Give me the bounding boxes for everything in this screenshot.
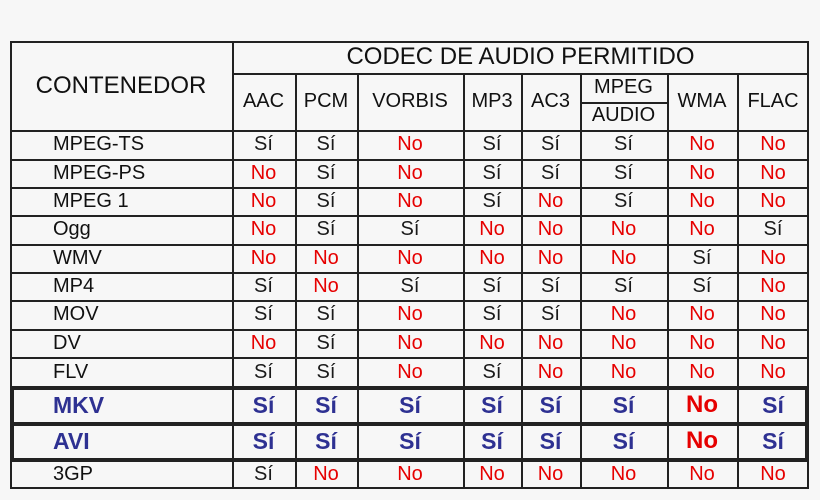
- support-cell: No: [250, 218, 277, 240]
- support-cell: No: [610, 360, 637, 383]
- support-cell: Sí: [316, 161, 336, 184]
- support-cell: Sí: [541, 303, 560, 325]
- support-cell: No: [397, 331, 423, 354]
- support-cell: Sí: [316, 360, 336, 383]
- support-cell: No: [250, 161, 277, 184]
- support-cell: Sí: [316, 218, 336, 240]
- column-divider: [521, 73, 523, 489]
- support-cell: No: [689, 218, 715, 240]
- support-cell: No: [760, 360, 786, 383]
- support-cell: No: [610, 218, 637, 240]
- support-cell: Sí: [315, 391, 337, 418]
- column-divider: [737, 73, 739, 489]
- support-cell: Sí: [254, 303, 273, 325]
- support-cell: No: [610, 462, 637, 485]
- container-name: FLV: [53, 360, 89, 383]
- support-cell: No: [537, 331, 564, 354]
- support-cell: Sí: [316, 303, 336, 325]
- support-cell: Sí: [254, 274, 273, 297]
- codec-compatibility-table: [10, 41, 809, 489]
- support-cell: Sí: [612, 391, 635, 418]
- column-divider: [232, 41, 234, 489]
- support-cell: Sí: [482, 189, 502, 212]
- support-cell: No: [250, 189, 277, 212]
- codec-header-mp3: MP3: [471, 90, 513, 112]
- support-cell: No: [397, 360, 423, 383]
- container-name: MOV: [53, 303, 99, 325]
- support-cell: Sí: [400, 218, 420, 240]
- support-cell: Sí: [541, 133, 560, 155]
- support-cell: Sí: [481, 391, 503, 418]
- support-cell: No: [397, 303, 423, 325]
- support-cell: No: [479, 218, 505, 240]
- corner-header: CONTENEDOR: [35, 71, 207, 99]
- support-cell: Sí: [539, 427, 562, 454]
- support-cell: Sí: [541, 274, 560, 297]
- support-cell: Sí: [762, 427, 784, 454]
- container-name: MPEG-TS: [53, 133, 145, 155]
- mpeg-audio-divider: [580, 102, 667, 104]
- support-cell: No: [397, 462, 423, 485]
- support-cell: Sí: [254, 133, 273, 155]
- support-cell: Sí: [252, 391, 275, 418]
- support-cell: Sí: [482, 133, 502, 155]
- support-cell: Sí: [763, 218, 783, 240]
- support-cell: No: [689, 133, 715, 155]
- support-cell: No: [689, 303, 715, 325]
- support-cell: No: [760, 161, 786, 184]
- container-name: MP4: [53, 274, 95, 297]
- support-cell: Sí: [482, 303, 502, 325]
- support-cell: Sí: [762, 391, 784, 418]
- support-cell: No: [689, 462, 715, 485]
- support-cell: Sí: [614, 189, 633, 212]
- support-cell: No: [313, 246, 339, 269]
- row-divider: [10, 187, 809, 189]
- codec-header-mpeg-bottom: AUDIO: [591, 104, 656, 127]
- row-divider: [10, 300, 809, 302]
- support-cell: Sí: [482, 161, 502, 184]
- support-cell: No: [250, 246, 277, 269]
- support-cell: No: [313, 462, 339, 485]
- support-cell: No: [689, 331, 715, 354]
- support-cell: No: [537, 246, 564, 269]
- support-cell: No: [689, 189, 715, 212]
- container-name: DV: [53, 331, 81, 354]
- support-cell: Sí: [252, 427, 275, 454]
- container-name: 3GP: [53, 462, 94, 485]
- support-cell: No: [686, 427, 718, 454]
- support-cell: No: [760, 462, 786, 485]
- column-divider: [667, 73, 669, 489]
- container-name: Ogg: [53, 218, 91, 240]
- support-cell: No: [479, 246, 505, 269]
- support-cell: No: [250, 331, 277, 354]
- support-cell: No: [760, 189, 786, 212]
- support-cell: Sí: [316, 331, 336, 354]
- support-cell: No: [537, 189, 564, 212]
- row-divider: [10, 422, 809, 426]
- row-divider: [10, 130, 809, 132]
- column-divider: [580, 73, 582, 489]
- support-cell: Sí: [400, 274, 420, 297]
- container-name: AVI: [53, 427, 90, 454]
- support-cell: No: [537, 218, 564, 240]
- support-cell: No: [397, 189, 423, 212]
- row-divider: [10, 458, 809, 462]
- support-cell: Sí: [614, 133, 633, 155]
- codec-header-aac: AAC: [242, 90, 285, 112]
- codec-header-pcm: PCM: [303, 90, 349, 112]
- codec-header-mpeg-top: MPEG: [594, 75, 653, 98]
- support-cell: Sí: [614, 274, 633, 297]
- support-cell: Sí: [254, 462, 273, 485]
- support-cell: No: [689, 161, 715, 184]
- row-divider: [10, 244, 809, 246]
- row-divider: [10, 215, 809, 217]
- support-cell: Sí: [316, 133, 336, 155]
- support-cell: Sí: [399, 391, 421, 418]
- support-cell: Sí: [692, 246, 712, 269]
- table-border-top: [10, 41, 809, 43]
- support-cell: No: [689, 360, 715, 383]
- table-border-bottom: [10, 487, 809, 489]
- support-cell: No: [760, 274, 786, 297]
- support-cell: No: [537, 360, 564, 383]
- support-cell: Sí: [692, 274, 712, 297]
- support-cell: No: [686, 391, 718, 418]
- support-cell: No: [397, 133, 423, 155]
- column-divider: [357, 73, 359, 489]
- container-name: WMV: [53, 246, 102, 269]
- highlight-border-left: [10, 386, 14, 462]
- support-cell: Sí: [316, 189, 336, 212]
- support-cell: No: [760, 303, 786, 325]
- support-cell: No: [479, 462, 505, 485]
- support-cell: No: [610, 303, 637, 325]
- support-cell: No: [610, 246, 637, 269]
- support-cell: Sí: [612, 427, 635, 454]
- group-header: CODEC DE AUDIO PERMITIDO: [346, 43, 695, 70]
- support-cell: No: [479, 331, 505, 354]
- column-divider: [463, 73, 465, 489]
- row-divider: [10, 357, 809, 359]
- support-cell: Sí: [315, 427, 337, 454]
- row-divider: [10, 386, 809, 390]
- support-cell: No: [760, 246, 786, 269]
- support-cell: No: [760, 133, 786, 155]
- support-cell: No: [313, 274, 339, 297]
- container-name: MKV: [53, 391, 105, 418]
- support-cell: Sí: [482, 360, 502, 383]
- row-divider: [10, 272, 809, 274]
- container-name: MPEG 1: [53, 189, 129, 212]
- support-cell: Sí: [541, 161, 560, 184]
- support-cell: Sí: [254, 360, 273, 383]
- support-cell: No: [610, 331, 637, 354]
- support-cell: Sí: [614, 161, 633, 184]
- support-cell: Sí: [481, 427, 503, 454]
- row-divider: [10, 159, 809, 161]
- codec-header-ac3: AC3: [531, 90, 570, 112]
- support-cell: No: [537, 462, 564, 485]
- codec-header-flac: FLAC: [747, 90, 799, 112]
- highlight-border-right: [805, 386, 809, 462]
- support-cell: Sí: [539, 391, 562, 418]
- codec-header-vorbis: VORBIS: [372, 90, 448, 112]
- support-cell: No: [397, 246, 423, 269]
- support-cell: Sí: [399, 427, 421, 454]
- support-cell: No: [397, 161, 423, 184]
- codec-header-wma: WMA: [677, 90, 727, 112]
- support-cell: Sí: [482, 274, 502, 297]
- column-divider: [295, 73, 297, 489]
- container-name: MPEG-PS: [53, 161, 146, 184]
- support-cell: No: [760, 331, 786, 354]
- row-divider: [10, 329, 809, 331]
